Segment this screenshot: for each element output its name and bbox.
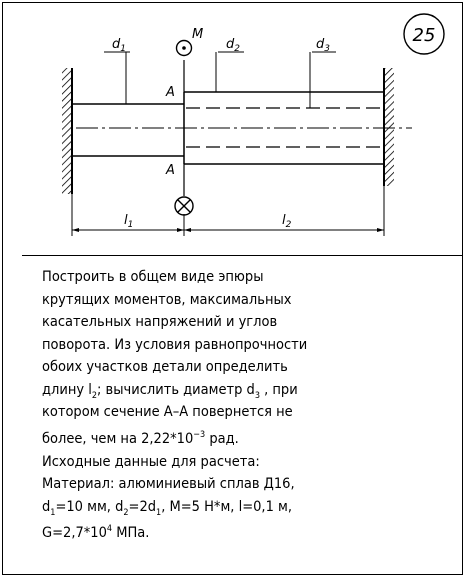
text-line: Построить в общем виде эпюры bbox=[42, 269, 264, 285]
task-text bbox=[42, 266, 452, 545]
label-d2: $d_2$ bbox=[226, 37, 240, 54]
text-line: крутящих моментов, максимальных bbox=[42, 291, 292, 308]
label-l2: $l_2$ bbox=[282, 213, 292, 230]
left-wall-support bbox=[62, 68, 72, 194]
shaft-segment-d1 bbox=[72, 104, 184, 156]
text-line: обоих участков детали определить bbox=[42, 359, 288, 375]
right-wall-support bbox=[384, 68, 394, 186]
text-line: поворота. Из условия равнопрочности bbox=[42, 336, 308, 353]
text-line: Исходные данные для расчета: bbox=[42, 453, 260, 470]
text-line: касательных напряжений и углов bbox=[42, 314, 278, 330]
text-line: $G=2,7*10^4$ МПа. bbox=[42, 524, 150, 541]
moment-arrow-in-icon bbox=[175, 197, 193, 215]
label-l1: $l_1$ bbox=[124, 213, 134, 230]
text-line: $d_1=10$ мм, $d_2=2d_1$, M=5 Н*м, l=0,1 м, bbox=[42, 498, 292, 518]
svg-text:25: 25 bbox=[412, 25, 436, 46]
text-line: котором сечение А–А повернется не bbox=[42, 404, 293, 420]
task-number-badge bbox=[404, 14, 444, 54]
shaft-diagram bbox=[0, 0, 466, 260]
text-line: более, чем на $2,22*10^{-3}$ рад. bbox=[42, 429, 239, 447]
dimension-lines bbox=[72, 186, 384, 236]
text-line: Материал: алюминиевый сплав Д16, bbox=[42, 476, 295, 492]
label-section-a-bottom: A bbox=[166, 163, 175, 178]
text-line: длину $l_2$; вычислить диаметр $d_3$ , при bbox=[42, 381, 298, 401]
d1-leader bbox=[104, 52, 130, 104]
label-d1: $d_1$ bbox=[112, 37, 126, 54]
label-section-a-top: A bbox=[166, 85, 175, 100]
label-d3: $d_3$ bbox=[316, 37, 330, 54]
label-moment: M bbox=[192, 27, 204, 42]
d3-leader bbox=[310, 52, 336, 108]
moment-arrow-out-icon bbox=[177, 41, 192, 56]
d2-leader bbox=[216, 52, 244, 92]
